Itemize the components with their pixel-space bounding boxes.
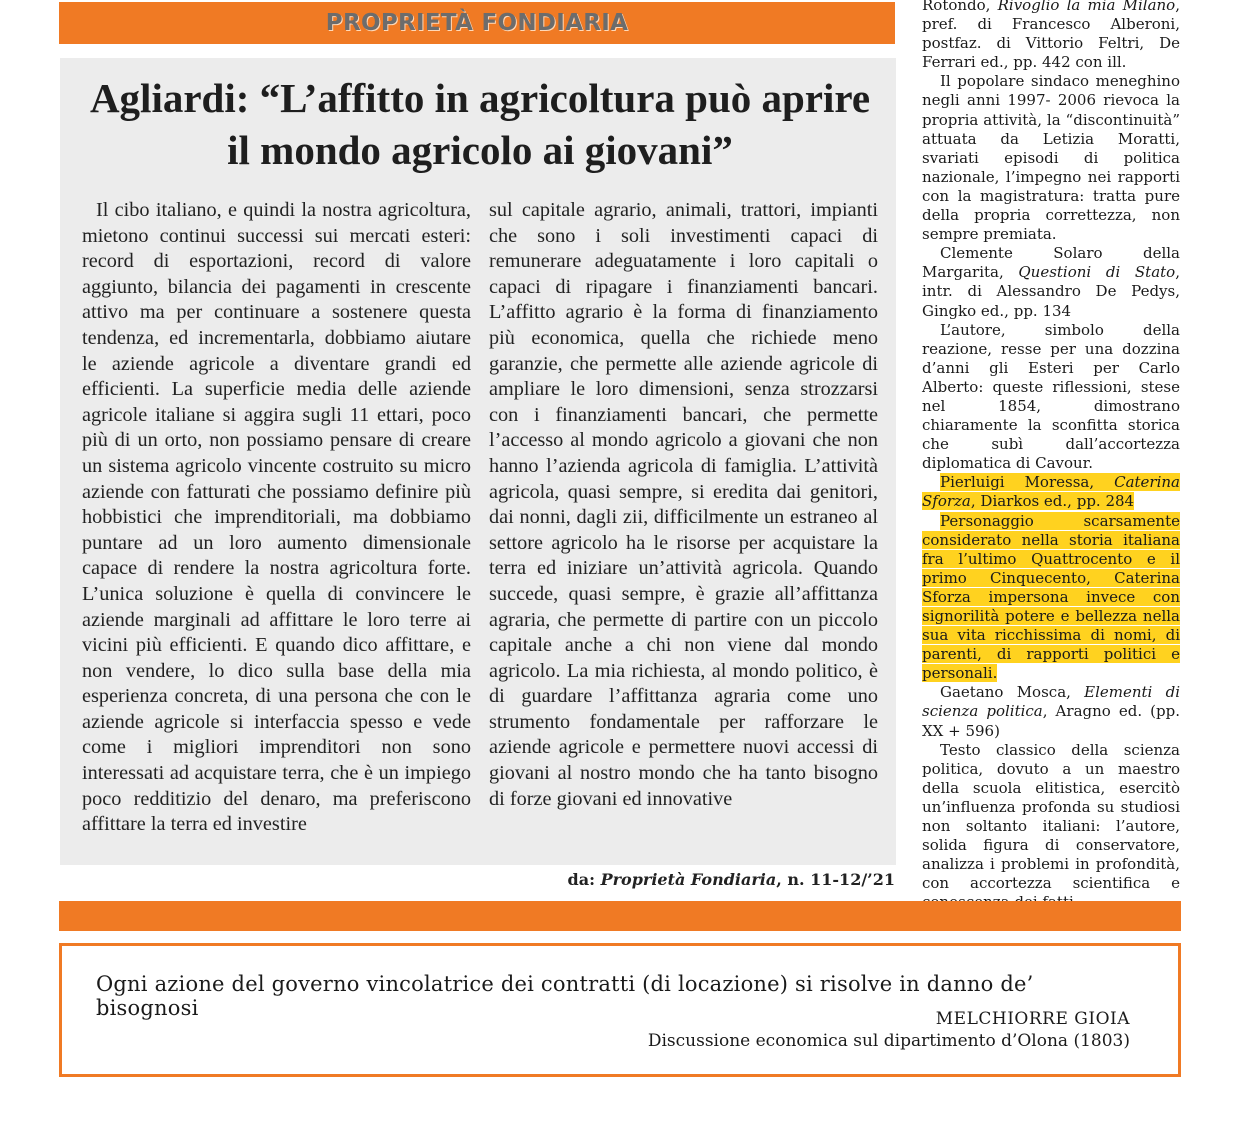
citation-title: Rivoglio la mia Milano — [997, 0, 1176, 14]
citation-title: Caterina Sforza — [922, 473, 1180, 511]
highlighted-text: Personaggio scarsamente considerato nella storia italiana fra l’ultimo Quattrocento e il primo Cinquecento, Caterina Sforza impersona invece con signorilità potere e bellezza nella sua vita ricchissima di nomi, di parenti, di rapporti politici e personali. — [922, 511, 1180, 683]
quote-author: MELCHIORRE GIOIA — [935, 1009, 1130, 1029]
article-column-1: Il cibo italiano, e quindi la nostra agricoltura, mietono continui successi sui mercati esteri: record di esportazioni, record di valore aggiunto, bilancia dei pagamenti in crescente attivo ma per continuare a sostenere questa tendenza, ed incrementarla, dobbiamo aiutare le aziende agricole a diventare grandi ed efficienti. La superficie media delle aziende agricole italiane si aggira sugli 11 ettari, poco più di un orto, non possiamo pensare di creare un sistema agricolo vincente costruito su micro aziende con fatturati che possiamo definire più hobbistici che imprenditoriali, ma dobbiamo puntare ad un loro aumento dimensionale capace di rendere la nostra agricoltura forte. L’unica soluzione è quella di convincere le aziende marginali ad affittare le loro terre ai vicini più efficienti. E quando dico affittare, e non vendere, lo dico sulla base della mia esperienza concreta, di una persona che con le aziende agricole si interfaccia spesso e vede come i migliori imprenditori non sono interessati ad acquistare terra, che è un impiego poco redditizio del denaro, ma preferiscono affittare la terra ed investire — [82, 199, 471, 836]
quote-text: Ogni azione del governo vincolatrice dei contratti (di locazione) si risolve in danno de’ bisognosi — [96, 972, 1034, 1020]
citation-details: , Diarkos ed., pp. 284 — [970, 492, 1135, 511]
review-text: Testo classico della scienza politica, dovuto a un maestro della scuola elitistica, esercitò un’influenza profonda su studiosi non soltanto italiani: l’autore, solida figura di conservatore, analizza i problemi in profondità, con accortezza scientifica e — [922, 740, 1180, 893]
review-text: L’autore, simbolo della reazione, resse per una dozzina d’anni gli Esteri per Carlo Alberto: queste riflessioni, stese nel 1854, dimostrano chiaramente la sconfitta storica che subì dall’accortezza diplomatica di Cavour. — [922, 320, 1180, 473]
review-citation — [922, 244, 1180, 320]
newspaper-clipping — [60, 58, 896, 865]
review-citation-highlighted — [922, 473, 1180, 511]
review-citation — [922, 683, 1180, 740]
article-source — [440, 870, 895, 889]
quote-work: Discussione economica sul dipartimento d’Olona (1803) — [647, 1031, 1130, 1051]
citation-author: Pierluigi Moressa, — [940, 473, 1115, 492]
citation-author: Clemente Solaro della Margarita, — [922, 244, 1180, 282]
citation-details: , Aragno ed. (pp. XX + 596) — [922, 702, 1180, 740]
article-column-2: sul capitale agrario, animali, trattori, impianti che sono i soli investimenti capaci di remunerare adeguatamente i loro capitali o capaci di ripagare i finanziamenti bancari. L’affitto agrario è la forma di finanziamento più economica, quella che richiede meno garanzie, che permette alle aziende agricole di ampliare le loro dimensioni, senza strozzarsi con i finanziamenti bancari, che permette l’accesso al mondo agricolo a giovani che non hanno l’azienda agricola di famiglia. L’attività agricola, quasi sempre, si eredita dai genitori, dai nonni, dagli zii, difficilmente un estraneo al settore agricolo ha le risorse per acquistare la terra ed iniziare un’attività agricola. Quando succede, quasi sempre, è grazie all’affittanza agraria, che permette di partire con un piccolo capitale anche a chi non viene dal mondo agricolo. La mia richiesta, al mondo politico, è di guardare l’affittanza agraria come uno strumento fondamentale per rafforzare le aziende agricole e permettere nuovi accessi di giovani al nostro mondo che ha tanto bisogno di forze giovani ed innovative — [489, 199, 878, 810]
book-reviews-column — [922, 0, 1180, 913]
citation-details: , pref. di Francesco Alberoni, postfaz. di Vittorio Feltri, De Ferrari ed., pp. 442 con ill. — [922, 0, 1180, 72]
citation-author: Rotondo, — [922, 0, 998, 14]
quote-box — [59, 943, 1181, 1077]
citation-title: Questioni di Stato — [1018, 263, 1176, 282]
section-header-title: PROPRIETÀ FONDIARIA — [325, 10, 629, 36]
review-citation — [922, 0, 1180, 72]
citation-author: Gaetano Mosca, — [940, 683, 1085, 702]
review-text: Il popolare sindaco meneghino negli anni 1997- 2006 rievoca la propria attività, la “discontinuità” attuata da Letizia Moratti, svariati episodi di politica nazionale, l’impegno nei rapporti con la magistratura: tratta pure della propria correttezza, non sempre premiata. — [922, 72, 1180, 244]
article-body — [82, 198, 878, 838]
review-text-highlighted — [922, 512, 1180, 684]
section-header-bar — [59, 2, 895, 44]
source-publication: Proprietà Fondiaria — [600, 870, 777, 889]
source-prefix: da: — [567, 870, 596, 889]
citation-details: , intr. di Alessandro De Pedys, Gingko ed., pp. 134 — [922, 263, 1180, 320]
article-title: Agliardi: “L’affitto in agricoltura può aprire il mondo agricolo ai giovani” — [89, 75, 871, 173]
citation-title: Elementi di scienza politica — [922, 683, 1180, 721]
source-issue: , n. 11-12/’21 — [776, 870, 895, 889]
orange-divider-bar — [59, 901, 1181, 931]
